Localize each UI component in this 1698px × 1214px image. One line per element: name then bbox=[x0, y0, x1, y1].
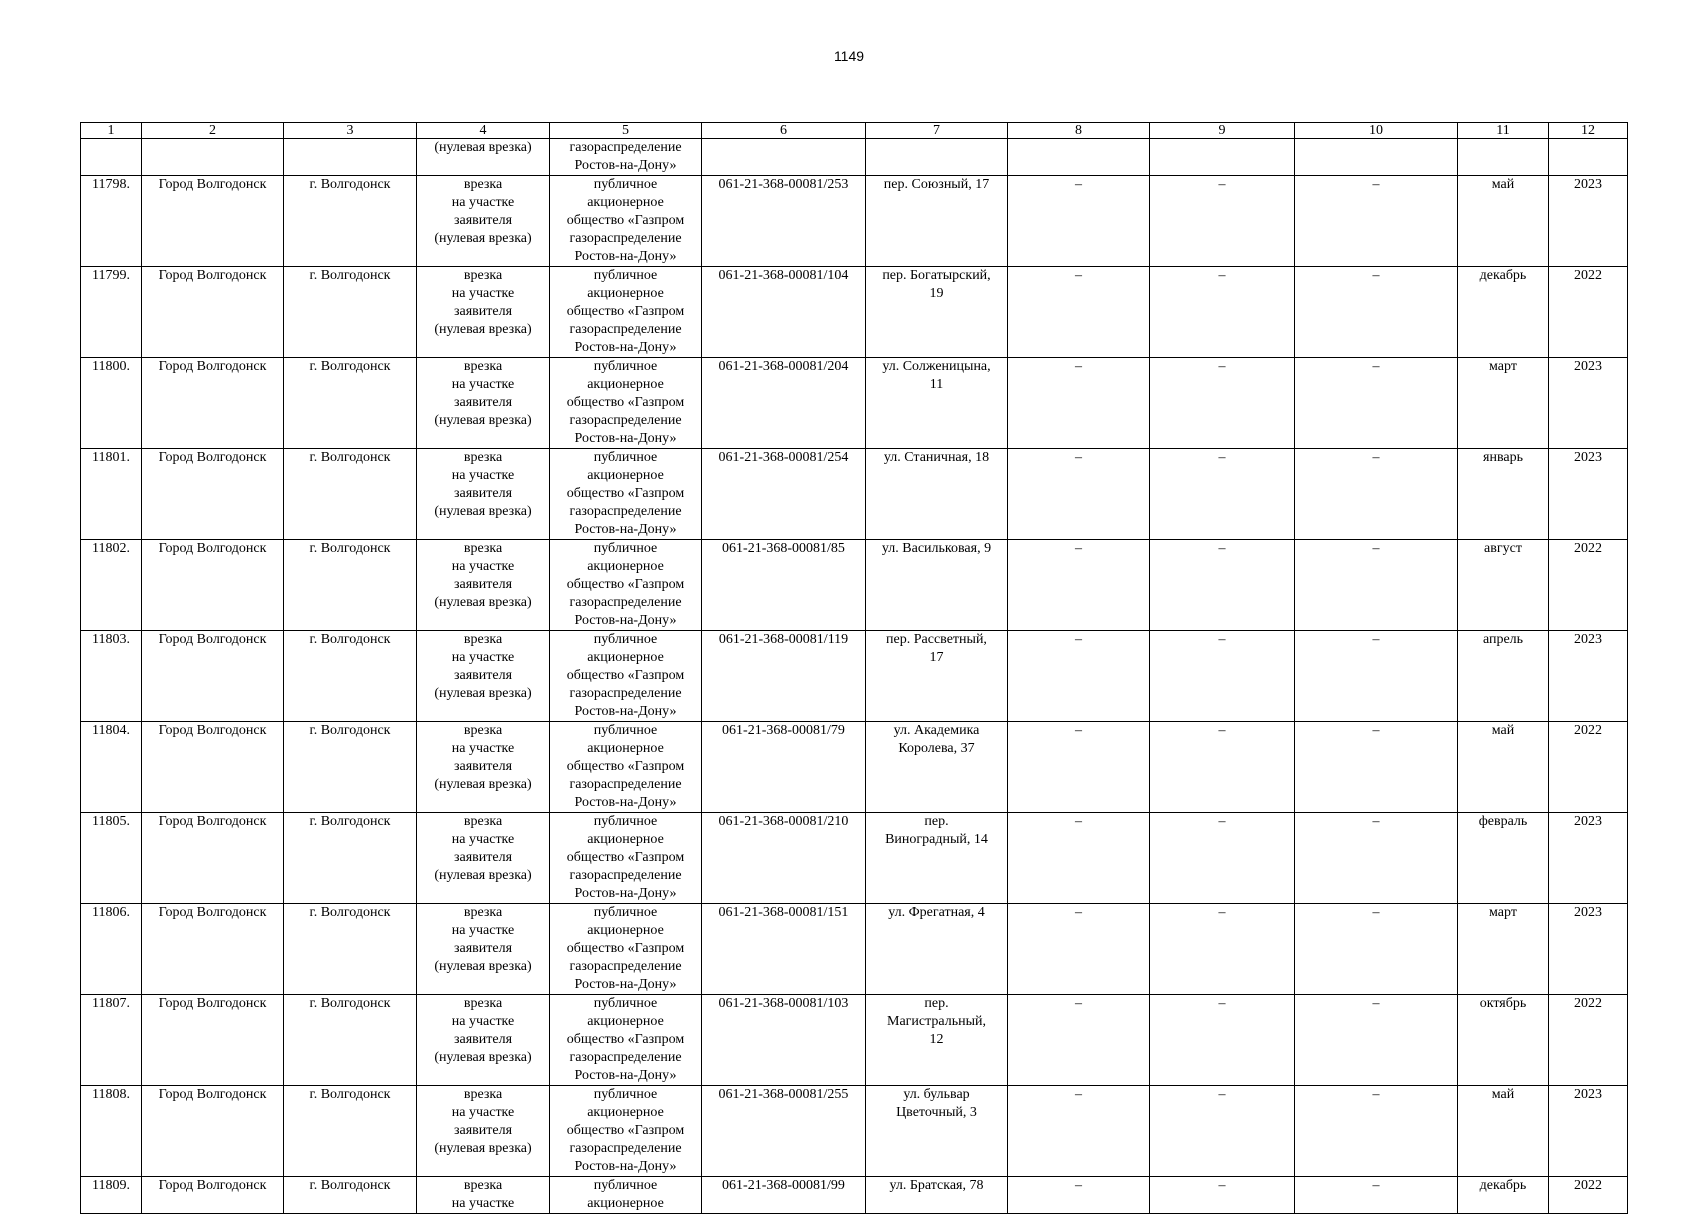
registry-table bbox=[80, 122, 1628, 1214]
cell-month: май bbox=[1458, 176, 1549, 267]
cell-empty bbox=[1549, 139, 1628, 176]
cell-address: ул. Станичная, 18 bbox=[866, 449, 1008, 540]
cell-connection: врезка на участке заявителя (нулевая врезка) bbox=[417, 358, 550, 449]
cell-dash: – bbox=[1295, 631, 1458, 722]
cell-municipality: Город Волгодонск bbox=[142, 1086, 284, 1177]
cell-dash: – bbox=[1295, 449, 1458, 540]
table-row bbox=[81, 449, 1628, 540]
cell-number: 11804. bbox=[81, 722, 142, 813]
cell-code: 061-21-368-00081/255 bbox=[702, 1086, 866, 1177]
cell-locality: г. Волгодонск bbox=[284, 904, 417, 995]
cell-year: 2022 bbox=[1549, 267, 1628, 358]
cell-dash: – bbox=[1295, 1086, 1458, 1177]
cell-locality: г. Волгодонск bbox=[284, 449, 417, 540]
cell-operator: публичное акционерное общество «Газпром газораспределение Ростов-на-Дону» bbox=[550, 176, 702, 267]
cell-municipality: Город Волгодонск bbox=[142, 449, 284, 540]
table-row bbox=[81, 176, 1628, 267]
cell-number: 11807. bbox=[81, 995, 142, 1086]
cell-municipality: Город Волгодонск bbox=[142, 904, 284, 995]
cell-dash: – bbox=[1150, 631, 1295, 722]
cell-dash: – bbox=[1295, 722, 1458, 813]
cell-year: 2023 bbox=[1549, 813, 1628, 904]
cell-code: 061-21-368-00081/151 bbox=[702, 904, 866, 995]
cell-locality: г. Волгодонск bbox=[284, 176, 417, 267]
cell-operator: публичное акционерное общество «Газпром газораспределение Ростов-на-Дону» bbox=[550, 813, 702, 904]
cell-locality: г. Волгодонск bbox=[284, 358, 417, 449]
cell-locality: г. Волгодонск bbox=[284, 1177, 417, 1214]
cell-address: ул. Фрегатная, 4 bbox=[866, 904, 1008, 995]
column-number: 12 bbox=[1549, 123, 1628, 139]
cell-operator: публичное акционерное общество «Газпром газораспределение Ростов-на-Дону» bbox=[550, 995, 702, 1086]
cell-connection: врезка на участке заявителя (нулевая врезка) bbox=[417, 1086, 550, 1177]
cell-address: пер. Союзный, 17 bbox=[866, 176, 1008, 267]
cell-month: декабрь bbox=[1458, 267, 1549, 358]
cell-month: апрель bbox=[1458, 631, 1549, 722]
cell-year: 2022 bbox=[1549, 540, 1628, 631]
cell-dash: – bbox=[1008, 540, 1150, 631]
cell-address: пер. Магистральный, 12 bbox=[866, 995, 1008, 1086]
cell-municipality: Город Волгодонск bbox=[142, 631, 284, 722]
table-row bbox=[81, 631, 1628, 722]
cell-dash: – bbox=[1150, 1177, 1295, 1214]
cell-dash: – bbox=[1008, 267, 1150, 358]
cell-year: 2023 bbox=[1549, 449, 1628, 540]
cell-code: 061-21-368-00081/79 bbox=[702, 722, 866, 813]
cell-code: 061-21-368-00081/210 bbox=[702, 813, 866, 904]
cell-number: 11809. bbox=[81, 1177, 142, 1214]
table-body bbox=[81, 123, 1628, 1214]
table-row bbox=[81, 1177, 1628, 1214]
column-number: 3 bbox=[284, 123, 417, 139]
cell-dash: – bbox=[1150, 176, 1295, 267]
column-number: 4 bbox=[417, 123, 550, 139]
table-row bbox=[81, 995, 1628, 1086]
cell-locality: г. Волгодонск bbox=[284, 540, 417, 631]
cell-municipality: Город Волгодонск bbox=[142, 176, 284, 267]
cell-address: ул. бульвар Цветочный, 3 bbox=[866, 1086, 1008, 1177]
cell-dash: – bbox=[1150, 1086, 1295, 1177]
cell-operator: публичное акционерное общество «Газпром газораспределение Ростов-на-Дону» bbox=[550, 267, 702, 358]
cell-empty bbox=[1458, 139, 1549, 176]
cell-municipality: Город Волгодонск bbox=[142, 995, 284, 1086]
table-row bbox=[81, 267, 1628, 358]
cell-number: 11806. bbox=[81, 904, 142, 995]
cell-address: пер. Виноградный, 14 bbox=[866, 813, 1008, 904]
cell-dash: – bbox=[1008, 1086, 1150, 1177]
cell-operator: публичное акционерное общество «Газпром газораспределение Ростов-на-Дону» bbox=[550, 358, 702, 449]
cell-dash: – bbox=[1295, 176, 1458, 267]
cell-month: февраль bbox=[1458, 813, 1549, 904]
cell-year: 2023 bbox=[1549, 631, 1628, 722]
table-row bbox=[81, 1086, 1628, 1177]
cell-dash: – bbox=[1008, 449, 1150, 540]
cell-empty bbox=[142, 139, 284, 176]
cell-empty bbox=[81, 139, 142, 176]
cell-operator: публичное акционерное общество «Газпром газораспределение Ростов-на-Дону» bbox=[550, 722, 702, 813]
cell-municipality: Город Волгодонск bbox=[142, 722, 284, 813]
cell-connection: врезка на участке заявителя (нулевая врезка) bbox=[417, 995, 550, 1086]
cell-dash: – bbox=[1150, 995, 1295, 1086]
column-number: 2 bbox=[142, 123, 284, 139]
column-number-row bbox=[81, 123, 1628, 139]
cell-address: ул. Братская, 78 bbox=[866, 1177, 1008, 1214]
cell-code: 061-21-368-00081/254 bbox=[702, 449, 866, 540]
column-number: 8 bbox=[1008, 123, 1150, 139]
cell-municipality: Город Волгодонск bbox=[142, 358, 284, 449]
cell-empty bbox=[866, 139, 1008, 176]
table-row bbox=[81, 540, 1628, 631]
cell-operator: публичное акционерное общество «Газпром газораспределение Ростов-на-Дону» bbox=[550, 1086, 702, 1177]
cell-operator: публичное акционерное bbox=[550, 1177, 702, 1214]
cell-month: декабрь bbox=[1458, 1177, 1549, 1214]
cell-dash: – bbox=[1295, 358, 1458, 449]
cell-dash: – bbox=[1150, 904, 1295, 995]
page-number: 1149 bbox=[833, 48, 865, 64]
cell-empty bbox=[1008, 139, 1150, 176]
cell-dash: – bbox=[1150, 540, 1295, 631]
cell-year: 2023 bbox=[1549, 1086, 1628, 1177]
cell-month: январь bbox=[1458, 449, 1549, 540]
cell-address: ул. Солженицына, 11 bbox=[866, 358, 1008, 449]
cell-code: 061-21-368-00081/103 bbox=[702, 995, 866, 1086]
column-number: 6 bbox=[702, 123, 866, 139]
cell-dash: – bbox=[1295, 540, 1458, 631]
cell-operator: публичное акционерное общество «Газпром газораспределение Ростов-на-Дону» bbox=[550, 631, 702, 722]
continuation-row bbox=[81, 139, 1628, 176]
column-number: 11 bbox=[1458, 123, 1549, 139]
cell-dash: – bbox=[1150, 722, 1295, 813]
cell-operator: публичное акционерное общество «Газпром газораспределение Ростов-на-Дону» bbox=[550, 904, 702, 995]
cell-number: 11799. bbox=[81, 267, 142, 358]
cell-year: 2022 bbox=[1549, 1177, 1628, 1214]
cell-locality: г. Волгодонск bbox=[284, 631, 417, 722]
cell-number: 11798. bbox=[81, 176, 142, 267]
cell-connection: врезка на участке заявителя (нулевая врезка) bbox=[417, 904, 550, 995]
cell-code: 061-21-368-00081/204 bbox=[702, 358, 866, 449]
cell-code: 061-21-368-00081/119 bbox=[702, 631, 866, 722]
cell-number: 11803. bbox=[81, 631, 142, 722]
cell-connection: врезка на участке заявителя (нулевая врезка) bbox=[417, 813, 550, 904]
cell-year: 2023 bbox=[1549, 176, 1628, 267]
cell-dash: – bbox=[1150, 358, 1295, 449]
cell-dash: – bbox=[1008, 722, 1150, 813]
cell-empty bbox=[1150, 139, 1295, 176]
column-number: 7 bbox=[866, 123, 1008, 139]
table-row bbox=[81, 722, 1628, 813]
cell-dash: – bbox=[1008, 176, 1150, 267]
cell-municipality: Город Волгодонск bbox=[142, 1177, 284, 1214]
cell-dash: – bbox=[1150, 449, 1295, 540]
column-number: 10 bbox=[1295, 123, 1458, 139]
cell-number: 11808. bbox=[81, 1086, 142, 1177]
cell-year: 2022 bbox=[1549, 995, 1628, 1086]
cell-operator: публичное акционерное общество «Газпром газораспределение Ростов-на-Дону» bbox=[550, 540, 702, 631]
cell-dash: – bbox=[1008, 1177, 1150, 1214]
cell-connection: врезка на участке заявителя (нулевая врезка) bbox=[417, 449, 550, 540]
cell-dash: – bbox=[1008, 813, 1150, 904]
cell-connection: врезка на участке заявителя (нулевая врезка) bbox=[417, 267, 550, 358]
cell-connection: врезка на участке bbox=[417, 1177, 550, 1214]
cell-empty bbox=[284, 139, 417, 176]
table-row bbox=[81, 813, 1628, 904]
cell-municipality: Город Волгодонск bbox=[142, 267, 284, 358]
cell-dash: – bbox=[1295, 995, 1458, 1086]
cell-connection: врезка на участке заявителя (нулевая врезка) bbox=[417, 631, 550, 722]
column-number: 5 bbox=[550, 123, 702, 139]
cell-locality: г. Волгодонск bbox=[284, 267, 417, 358]
cell-connection: врезка на участке заявителя (нулевая врезка) bbox=[417, 540, 550, 631]
cell-dash: – bbox=[1150, 267, 1295, 358]
cell-locality: г. Волгодонск bbox=[284, 722, 417, 813]
column-number: 1 bbox=[81, 123, 142, 139]
cell-address: ул. Академика Королева, 37 bbox=[866, 722, 1008, 813]
cell-dash: – bbox=[1295, 813, 1458, 904]
cell-month: май bbox=[1458, 1086, 1549, 1177]
cell-empty bbox=[702, 139, 866, 176]
cell-number: 11802. bbox=[81, 540, 142, 631]
cell-code: 061-21-368-00081/253 bbox=[702, 176, 866, 267]
cell-code: 061-21-368-00081/99 bbox=[702, 1177, 866, 1214]
cell-address: пер. Богатырский, 19 bbox=[866, 267, 1008, 358]
cell-empty bbox=[1295, 139, 1458, 176]
cell-dash: – bbox=[1008, 358, 1150, 449]
cell-dash: – bbox=[1008, 995, 1150, 1086]
cell-number: 11801. bbox=[81, 449, 142, 540]
cell-dash: – bbox=[1295, 1177, 1458, 1214]
cell-locality: г. Волгодонск bbox=[284, 995, 417, 1086]
cell-number: 11800. bbox=[81, 358, 142, 449]
cell-dash: – bbox=[1295, 267, 1458, 358]
cell-number: 11805. bbox=[81, 813, 142, 904]
cell-year: 2023 bbox=[1549, 358, 1628, 449]
cell-dash: – bbox=[1150, 813, 1295, 904]
cell-dash: – bbox=[1008, 631, 1150, 722]
cell-municipality: Город Волгодонск bbox=[142, 813, 284, 904]
cell-month: октябрь bbox=[1458, 995, 1549, 1086]
cell-locality: г. Волгодонск bbox=[284, 1086, 417, 1177]
cell-connection: (нулевая врезка) bbox=[417, 139, 550, 176]
cell-year: 2023 bbox=[1549, 904, 1628, 995]
cell-address: пер. Рассветный, 17 bbox=[866, 631, 1008, 722]
cell-operator: газораспределение Ростов-на-Дону» bbox=[550, 139, 702, 176]
cell-address: ул. Васильковая, 9 bbox=[866, 540, 1008, 631]
cell-code: 061-21-368-00081/104 bbox=[702, 267, 866, 358]
cell-operator: публичное акционерное общество «Газпром газораспределение Ростов-на-Дону» bbox=[550, 449, 702, 540]
cell-locality: г. Волгодонск bbox=[284, 813, 417, 904]
cell-month: август bbox=[1458, 540, 1549, 631]
cell-connection: врезка на участке заявителя (нулевая врезка) bbox=[417, 176, 550, 267]
cell-municipality: Город Волгодонск bbox=[142, 540, 284, 631]
table-row bbox=[81, 904, 1628, 995]
cell-code: 061-21-368-00081/85 bbox=[702, 540, 866, 631]
cell-month: март bbox=[1458, 358, 1549, 449]
cell-month: май bbox=[1458, 722, 1549, 813]
table-row bbox=[81, 358, 1628, 449]
column-number: 9 bbox=[1150, 123, 1295, 139]
cell-dash: – bbox=[1295, 904, 1458, 995]
cell-connection: врезка на участке заявителя (нулевая врезка) bbox=[417, 722, 550, 813]
cell-dash: – bbox=[1008, 904, 1150, 995]
cell-year: 2022 bbox=[1549, 722, 1628, 813]
cell-month: март bbox=[1458, 904, 1549, 995]
